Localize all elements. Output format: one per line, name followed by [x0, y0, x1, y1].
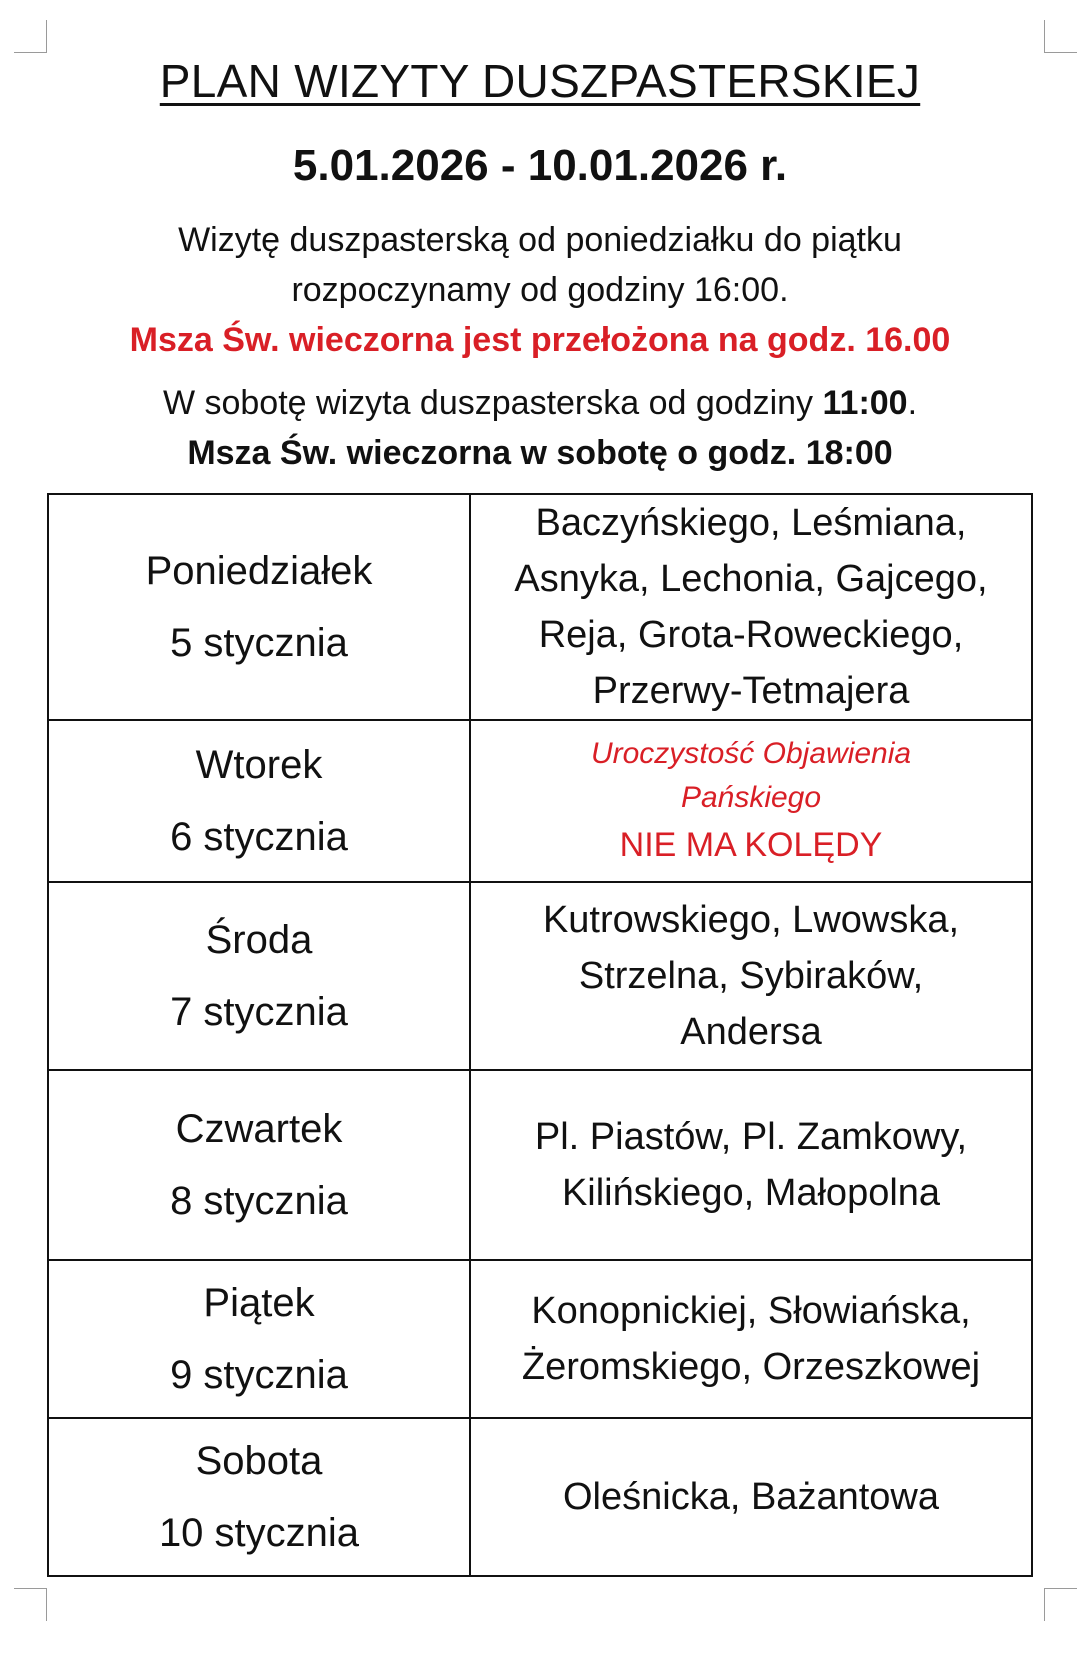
day-name: Środa	[205, 918, 313, 962]
street-line: Żeromskiego, Orzeszkowej	[521, 1346, 981, 1388]
day-date: 6 stycznia	[170, 815, 348, 859]
street-line: Konopnickiej, Słowiańska,	[531, 1290, 971, 1332]
streets-cell	[470, 1070, 1032, 1260]
table-row-friday	[48, 1260, 1032, 1418]
crop-mark-top-right	[1044, 20, 1077, 53]
saturday-mass: Msza Św. wieczorna w sobotę o godz. 18:00	[187, 434, 893, 472]
streets-cell	[470, 1260, 1032, 1418]
table-row-tuesday	[48, 720, 1032, 882]
day-cell	[48, 720, 470, 882]
table-row-thursday	[48, 1070, 1032, 1260]
saturday-visit-time: 11:00	[822, 384, 908, 422]
street-line: Baczyńskiego, Leśmiana,	[535, 502, 967, 544]
day-date: 5 stycznia	[170, 621, 348, 665]
day-name: Sobota	[195, 1439, 323, 1483]
mass-time-notice: Msza Św. wieczorna jest przełożona na godz. 16.00	[129, 321, 951, 359]
street-line: Oleśnicka, Bażantowa	[563, 1476, 939, 1518]
day-date: 10 stycznia	[158, 1511, 360, 1555]
day-date: 8 stycznia	[170, 1179, 348, 1223]
day-cell	[48, 1260, 470, 1418]
day-cell	[48, 882, 470, 1070]
table-row-monday	[48, 494, 1032, 720]
crop-mark-bottom-left	[14, 1588, 47, 1621]
crop-mark-top-left	[14, 20, 47, 53]
street-line: Kilińskiego, Małopolna	[561, 1172, 941, 1214]
streets-cell	[470, 1418, 1032, 1576]
saturday-visit-line	[0, 378, 1080, 428]
no-visit-notice: NIE MA KOLĘDY	[619, 826, 883, 864]
streets-cell	[470, 882, 1032, 1070]
intro-line-2: rozpoczynamy od godziny 16:00.	[291, 271, 789, 309]
feast-name-line-2: Pańskiego	[680, 781, 822, 814]
intro-line-1: Wizytę duszpasterską od poniedziałku do piątku	[178, 221, 902, 259]
day-cell	[48, 1070, 470, 1260]
feast-name-line-1: Uroczystość Objawienia	[590, 737, 912, 770]
day-date: 9 stycznia	[170, 1353, 348, 1397]
crop-mark-bottom-right	[1044, 1588, 1077, 1621]
saturday-visit-prefix: W sobotę wizyta duszpasterska od godziny	[162, 384, 823, 422]
street-line: Andersa	[680, 1011, 822, 1053]
day-name: Wtorek	[195, 743, 323, 787]
table-row-saturday	[48, 1418, 1032, 1576]
day-name: Czwartek	[175, 1107, 343, 1151]
saturday-mass-line	[0, 428, 1080, 478]
street-line: Kutrowskiego, Lwowska,	[542, 899, 960, 941]
holiday-cell	[470, 720, 1032, 882]
date-range: 5.01.2026 - 10.01.2026 r.	[292, 141, 788, 190]
day-name: Piątek	[203, 1281, 315, 1325]
page-title: PLAN WIZYTY DUSZPASTERSKIEJ	[159, 55, 921, 107]
street-line: Asnyka, Lechonia, Gajcego,	[514, 558, 988, 600]
saturday-info	[0, 378, 1080, 478]
day-cell	[48, 1418, 470, 1576]
streets-cell	[470, 494, 1032, 720]
street-line: Reja, Grota-Roweckiego,	[538, 614, 964, 656]
day-name: Poniedziałek	[145, 549, 373, 593]
street-line: Strzelna, Sybiraków,	[578, 955, 924, 997]
street-line: Pl. Piastów, Pl. Zamkowy,	[534, 1116, 968, 1158]
schedule-table	[47, 493, 1033, 1577]
intro-text	[0, 215, 1080, 365]
day-date: 7 stycznia	[170, 990, 348, 1034]
saturday-visit-suffix: .	[907, 384, 918, 422]
street-line: Przerwy-Tetmajera	[592, 670, 910, 712]
day-cell	[48, 494, 470, 720]
table-row-wednesday	[48, 882, 1032, 1070]
